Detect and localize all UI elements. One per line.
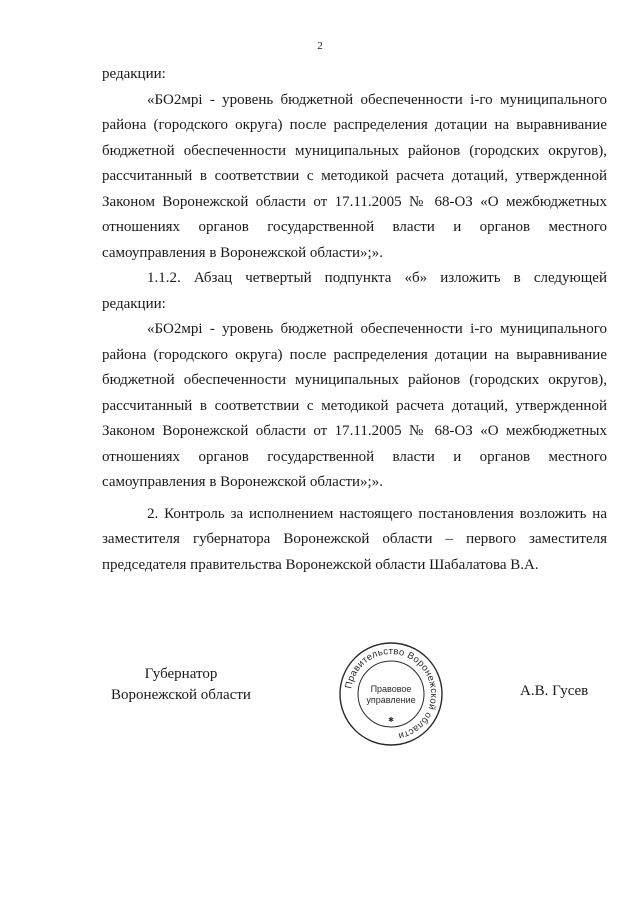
paragraph-control-clause: 2. Контроль за исполнением настоящего постановления возложить на заместителя губернатора Воронежской области – первого заместителя председателя правительства Воронежской области Шабалатова В.А.: [102, 505, 607, 573]
stamp-center-line2: управление: [366, 695, 416, 705]
official-stamp: [337, 640, 445, 748]
paragraph-definition-1: «БО2мрi - уровень бюджетной обеспеченности i-го муниципального района (городского округа) после распределения дотации на выравнивание бюджетной обеспеченности муниципальных районов (городских округов), рассчитанный в соответствии с методикой расчета дотаций, утвержденной Законом Воронежской области от 17.11.2005 № 68-ОЗ «О межбюджетных отношениях органов государственной власти и органов местного самоуправления в Воронежской области»;».: [102, 91, 607, 261]
page-number: 2: [317, 40, 323, 52]
paragraph-amendment-1-1-2: 1.1.2. Абзац четвертый подпункта «б» изложить в следующей редакции:: [102, 270, 607, 312]
stamp-ring-text: Правительство Воронежской области: [343, 645, 440, 742]
paragraph-continuation: редакции:: [102, 66, 166, 82]
stamp-star-icon: ✱: [388, 716, 394, 724]
stamp-center-line1: Правовое: [370, 684, 412, 694]
signature-position-line2: Воронежской области: [111, 687, 251, 703]
document-body: [102, 62, 607, 578]
signature-position: [101, 664, 261, 706]
paragraph-definition-2: «БО2мрi - уровень бюджетной обеспеченности i-го муниципального района (городского округа) после распределения дотации на выравнивание бюджетной обеспеченности муниципальных районов (городских округов), рассчитанный в соответствии с методикой расчета дотаций, утвержденной Законом Воронежской области от 17.11.2005 № 68-ОЗ «О межбюджетных отношениях органов государственной власти и органов местного самоуправления в Воронежской области»;».: [102, 321, 607, 490]
signature-position-line1: Губернатор: [144, 666, 218, 682]
signatory-name: А.В. Гусев: [520, 683, 589, 699]
